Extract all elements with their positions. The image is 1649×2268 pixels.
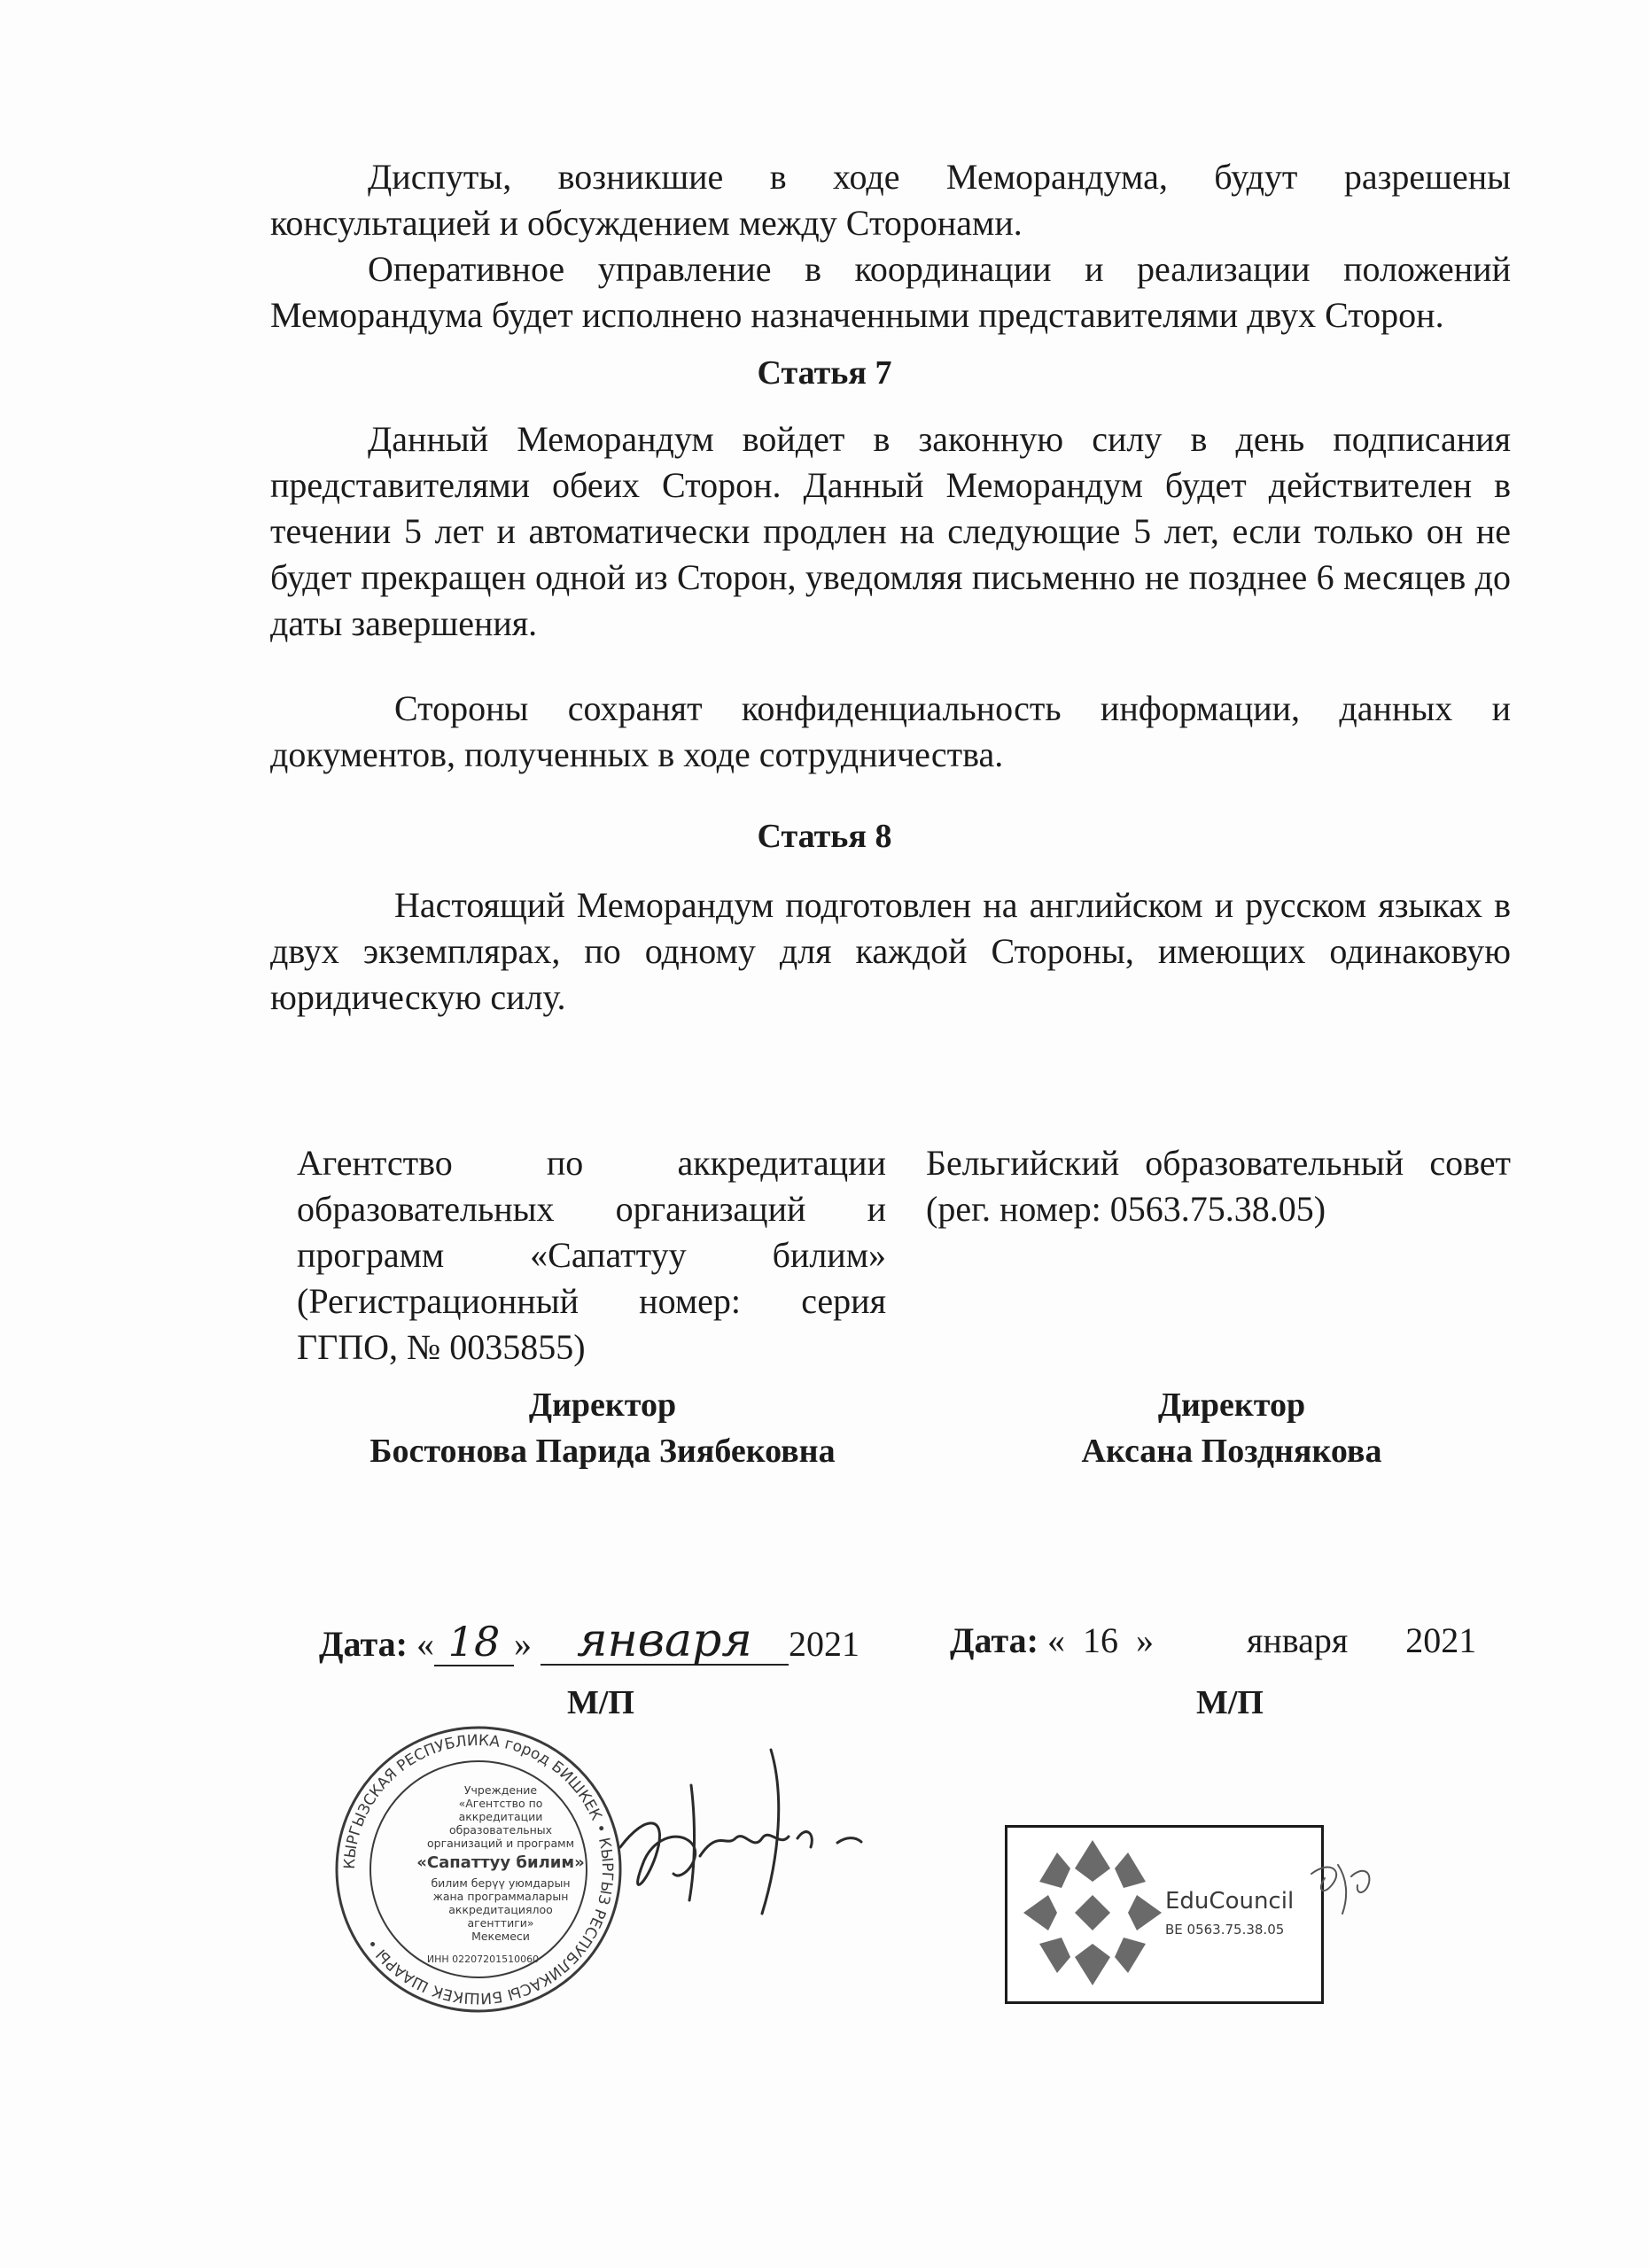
left-stamp-line-3: аккредитации — [458, 1810, 543, 1823]
paragraph-languages: Настоящий Меморандум подготовлен на английском и русском языках в двух экземплярах, по одному для каждой Стороны, имеющих одинаковую юридическую силу. — [270, 885, 1511, 1017]
left-stamp-line-2: «Агентство по — [458, 1797, 543, 1810]
article-8-body — [270, 882, 1511, 1021]
left-date-open-quote: « — [416, 1624, 434, 1664]
left-signature — [594, 1732, 886, 1936]
educouncil-logo-icon — [1013, 1833, 1172, 1992]
left-round-stamp — [332, 1723, 625, 2016]
paragraph-confidentiality: Стороны сохранят конфиденциальность информации, данных и документов, полученных в ходе сотрудничества. — [270, 688, 1511, 774]
right-party-name: Бельгийский образовательный совет (рег. номер: 0563.75.38.05) — [926, 1143, 1511, 1229]
left-stamp-line-1: Учреждение — [463, 1783, 538, 1797]
right-seal-label: М/П — [1196, 1684, 1264, 1721]
left-stamp-line-9: аккредитациялоо — [448, 1903, 553, 1916]
left-stamp-line-5: организаций и программ — [426, 1837, 575, 1850]
educouncil-reg-number: BE 0563.75.38.05 — [1165, 1922, 1285, 1938]
left-stamp-line-4: образовательных — [448, 1823, 553, 1837]
article-7-heading: Статья 7 — [757, 354, 892, 392]
left-date-year: 2021 — [788, 1624, 860, 1664]
left-stamp-line-6: «Сапаттуу билим» — [416, 1853, 585, 1872]
right-person-name: Аксана Позднякова — [1081, 1433, 1382, 1470]
right-date-close-quote: » — [1135, 1620, 1154, 1660]
left-signatory — [297, 1382, 908, 1474]
paragraph-entry-into-force: Данный Меморандум войдет в законную силу в день подписания представителями обеих Сторон. Данный Меморандум будет действителен в течении 5 лет и автоматически продлен на следующие 5 лет, если только он не будет прекращен одной из Сторон, уведомляя письменно не позднее 6 месяцев до даты завершения. — [270, 419, 1511, 643]
left-role: Директор — [528, 1386, 677, 1424]
left-date-close-quote: » — [513, 1624, 532, 1664]
paragraph-operational-management: Оперативное управление в координации и реализации положений Меморандума будет исполнено назначенными представителями двух Сторон. — [270, 249, 1511, 335]
left-date-line — [319, 1614, 860, 1667]
left-stamp-ring-text: КЫРГЫЗСКАЯ РЕСПУБЛИКА город БИШКЕК • КЫРГЫЗ РЕСПУБЛИКАСЫ БИШКЕК ШААРЫ • — [340, 1731, 617, 2008]
right-date-label: Дата: — [950, 1620, 1038, 1660]
educouncil-brand: EduCouncil — [1165, 1888, 1295, 1915]
right-date-open-quote: « — [1046, 1620, 1065, 1660]
right-date-line — [950, 1618, 1476, 1664]
left-stamp-inn: ИНН 02207201510060 — [426, 1953, 540, 1965]
right-date-day: 16 — [1082, 1620, 1118, 1660]
left-seal-label: М/П — [567, 1684, 634, 1721]
paragraph-disputes: Диспуты, возникшие в ходе Меморандума, будут разрешены консультацией и обсуждением между Сторонами. — [270, 157, 1511, 243]
left-stamp-line-8: жана программаларын — [432, 1890, 569, 1903]
left-stamp-line-7: билим берүү уюмдарын — [431, 1876, 571, 1890]
left-date-day: 18 — [434, 1619, 514, 1666]
right-signatory — [975, 1382, 1489, 1474]
memorandum-body — [270, 154, 1511, 338]
right-date-month: января — [1246, 1620, 1349, 1660]
right-signature — [1303, 1852, 1382, 1922]
article-8-heading: Статья 8 — [757, 818, 892, 855]
left-party-name: Агентство по аккредитации образовательных организаций и программ «Сапаттуу билим» (Регистрационный номер: серия ГГПО, № 0035855) — [297, 1143, 886, 1367]
right-educouncil-stamp — [1005, 1825, 1324, 2004]
left-date-month: января — [541, 1618, 789, 1666]
left-stamp-line-10: агенттиги» — [467, 1916, 534, 1930]
right-role: Директор — [1157, 1386, 1306, 1424]
left-person-name: Бостонова Парида Зиябековна — [369, 1433, 836, 1470]
right-date-year: 2021 — [1405, 1620, 1477, 1660]
article-7-body — [270, 416, 1511, 778]
left-stamp-line-11: Мекемеси — [471, 1930, 530, 1943]
left-date-label: Дата: — [319, 1624, 408, 1664]
